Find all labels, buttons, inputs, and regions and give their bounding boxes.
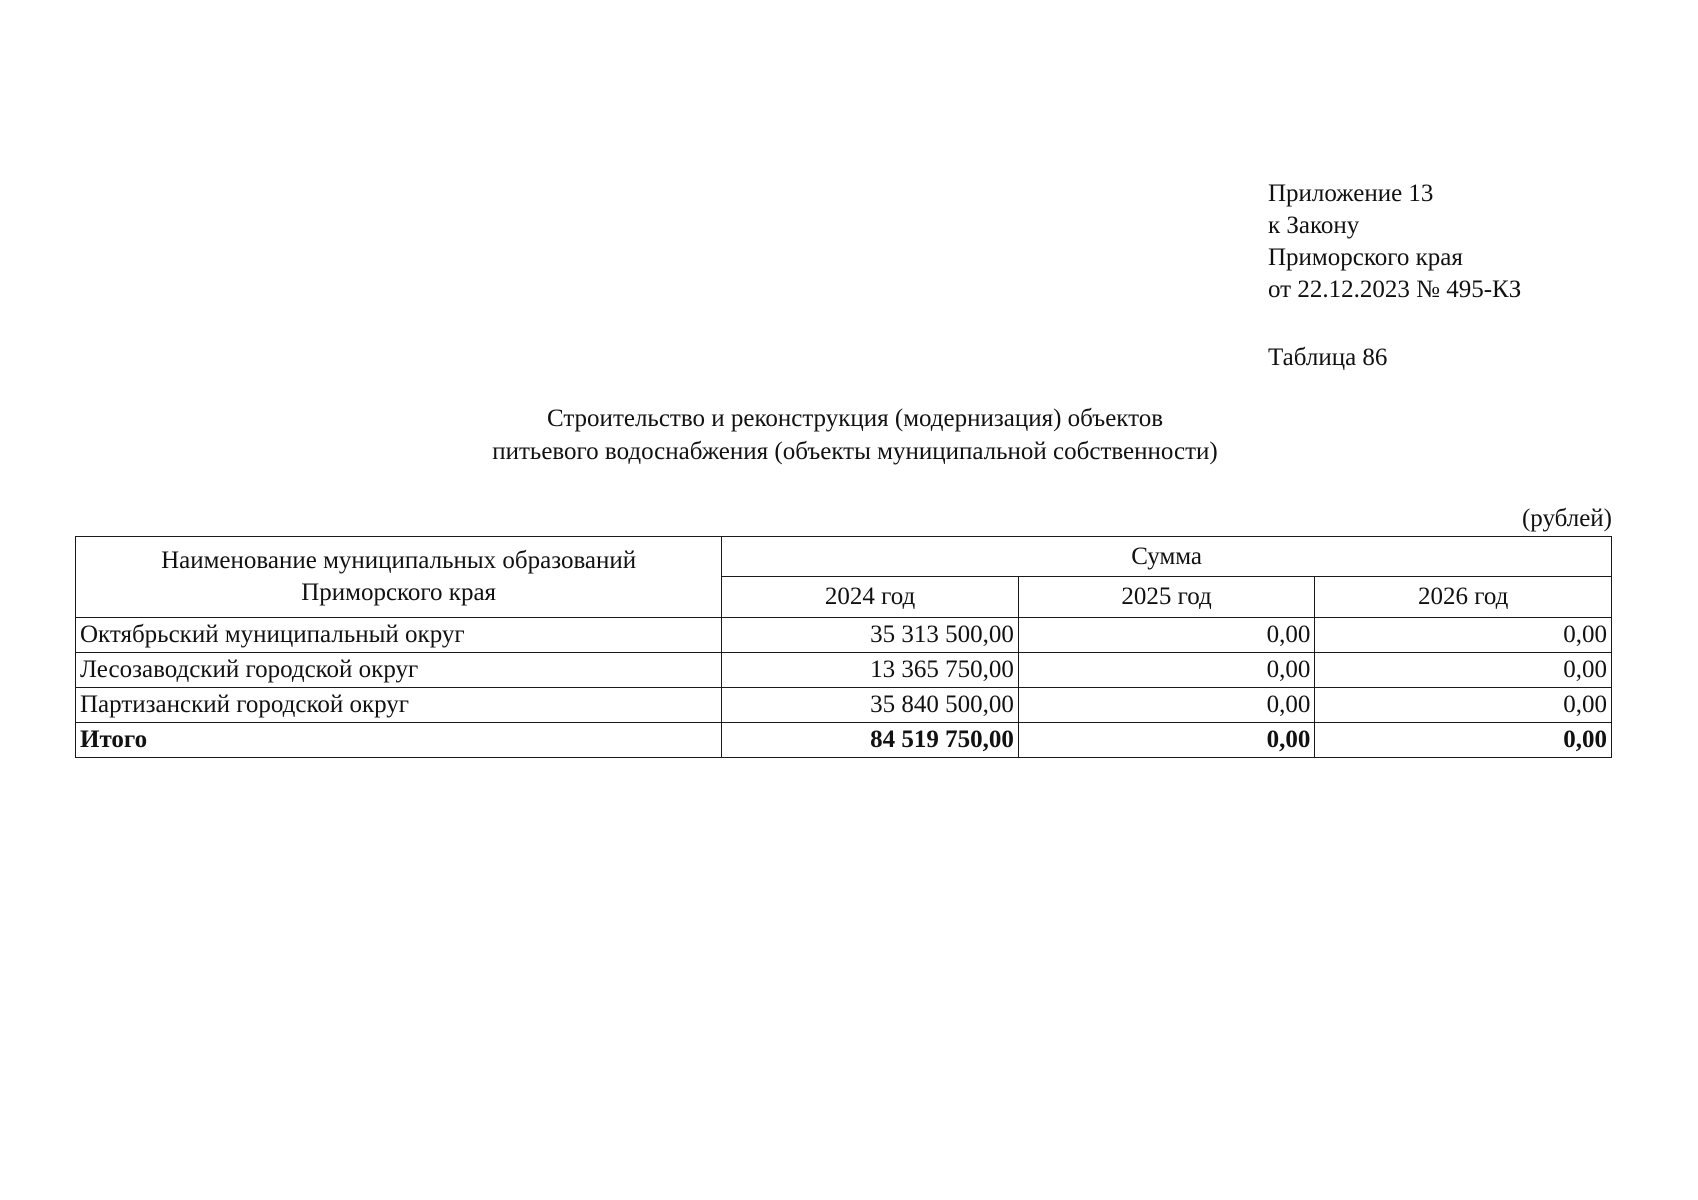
funding-table bbox=[75, 536, 1612, 758]
amount-2025: 0,00 bbox=[1018, 653, 1315, 688]
appendix-line: Приложение 13 bbox=[1268, 180, 1434, 207]
title-line-2: питьевого водоснабжения (объекты муниципальной собственности) bbox=[492, 438, 1218, 465]
municipality-name: Лесозаводский городской округ bbox=[76, 653, 722, 688]
table-number: Таблица 86 bbox=[1268, 344, 1388, 371]
amount-2024: 35 313 500,00 bbox=[722, 618, 1019, 653]
table-row bbox=[76, 653, 1612, 688]
header-municipality-line-2: Приморского края bbox=[301, 579, 497, 606]
amount-2026: 0,00 bbox=[1315, 653, 1612, 688]
municipality-name: Партизанский городской округ bbox=[76, 688, 722, 723]
header-year-2025: 2025 год bbox=[1018, 577, 1315, 618]
total-2026: 0,00 bbox=[1315, 723, 1612, 758]
total-row bbox=[76, 723, 1612, 758]
units-label: (рублей) bbox=[1521, 505, 1612, 532]
header-year-2024: 2024 год bbox=[722, 577, 1019, 618]
amount-2024: 13 365 750,00 bbox=[722, 653, 1019, 688]
amount-2024: 35 840 500,00 bbox=[722, 688, 1019, 723]
amount-2025: 0,00 bbox=[1018, 618, 1315, 653]
document-title bbox=[0, 402, 1698, 468]
header-sum: Сумма bbox=[722, 537, 1612, 577]
amount-2025: 0,00 bbox=[1018, 688, 1315, 723]
amount-2026: 0,00 bbox=[1315, 688, 1612, 723]
total-2025: 0,00 bbox=[1018, 723, 1315, 758]
total-label: Итого bbox=[76, 723, 722, 758]
municipality-name: Октябрьский муниципальный округ bbox=[76, 618, 722, 653]
header-year-2026: 2026 год bbox=[1315, 577, 1612, 618]
header-municipality-line-1: Наименование муниципальных образований bbox=[161, 547, 637, 574]
table-row bbox=[76, 688, 1612, 723]
table-row bbox=[76, 618, 1612, 653]
table-header-row bbox=[76, 537, 1612, 577]
appendix-line: от 22.12.2023 № 495-КЗ bbox=[1268, 276, 1522, 303]
appendix-block bbox=[1268, 178, 1521, 306]
title-line-1: Строительство и реконструкция (модернизация) объектов bbox=[546, 405, 1164, 432]
appendix-line: к Закону bbox=[1268, 212, 1360, 239]
total-2024: 84 519 750,00 bbox=[722, 723, 1019, 758]
appendix-line: Приморского края bbox=[1268, 244, 1463, 271]
amount-2026: 0,00 bbox=[1315, 618, 1612, 653]
header-municipality bbox=[76, 537, 722, 618]
